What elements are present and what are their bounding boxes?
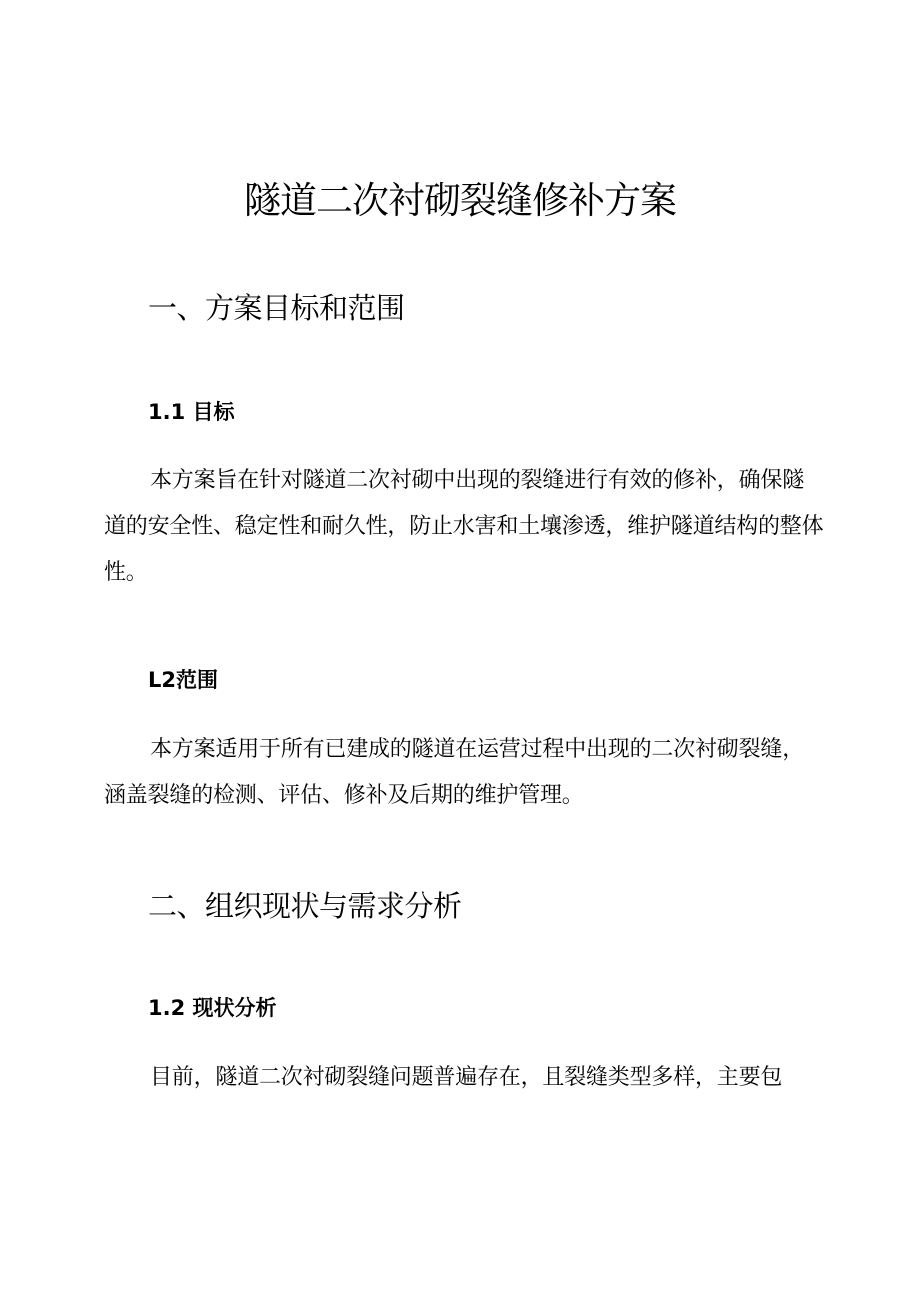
paragraph-scope: 本方案适用于所有已建成的隧道在运营过程中出现的二次衬砌裂缝，涵盖裂缝的检测、评估、修补及后期的维护管理。 bbox=[104, 737, 805, 808]
subsection-heading-1-2: L2范围 bbox=[148, 668, 218, 692]
section-heading-1: 一、方案目标和范围 bbox=[148, 291, 405, 325]
paragraph-status: 目前，隧道二次衬砌裂缝问题普遍存在，且裂缝类型多样，主要包 bbox=[150, 1065, 783, 1090]
paragraph-goal: 本方案旨在针对隧道二次衬砌中出现的裂缝进行有效的修补，确保隧道的安全性、稳定性和耐久性，防止水害和土壤渗透，维护隧道结构的整体性。 bbox=[104, 468, 824, 585]
section-heading-2: 二、组织现状与需求分析 bbox=[148, 889, 462, 923]
document-title: 隧道二次衬砌裂缝修补方案 bbox=[244, 179, 676, 222]
subsection-heading-2-1: 1.2 现状分析 bbox=[148, 996, 277, 1020]
subsection-heading-1-1: 1.1 目标 bbox=[148, 400, 235, 424]
